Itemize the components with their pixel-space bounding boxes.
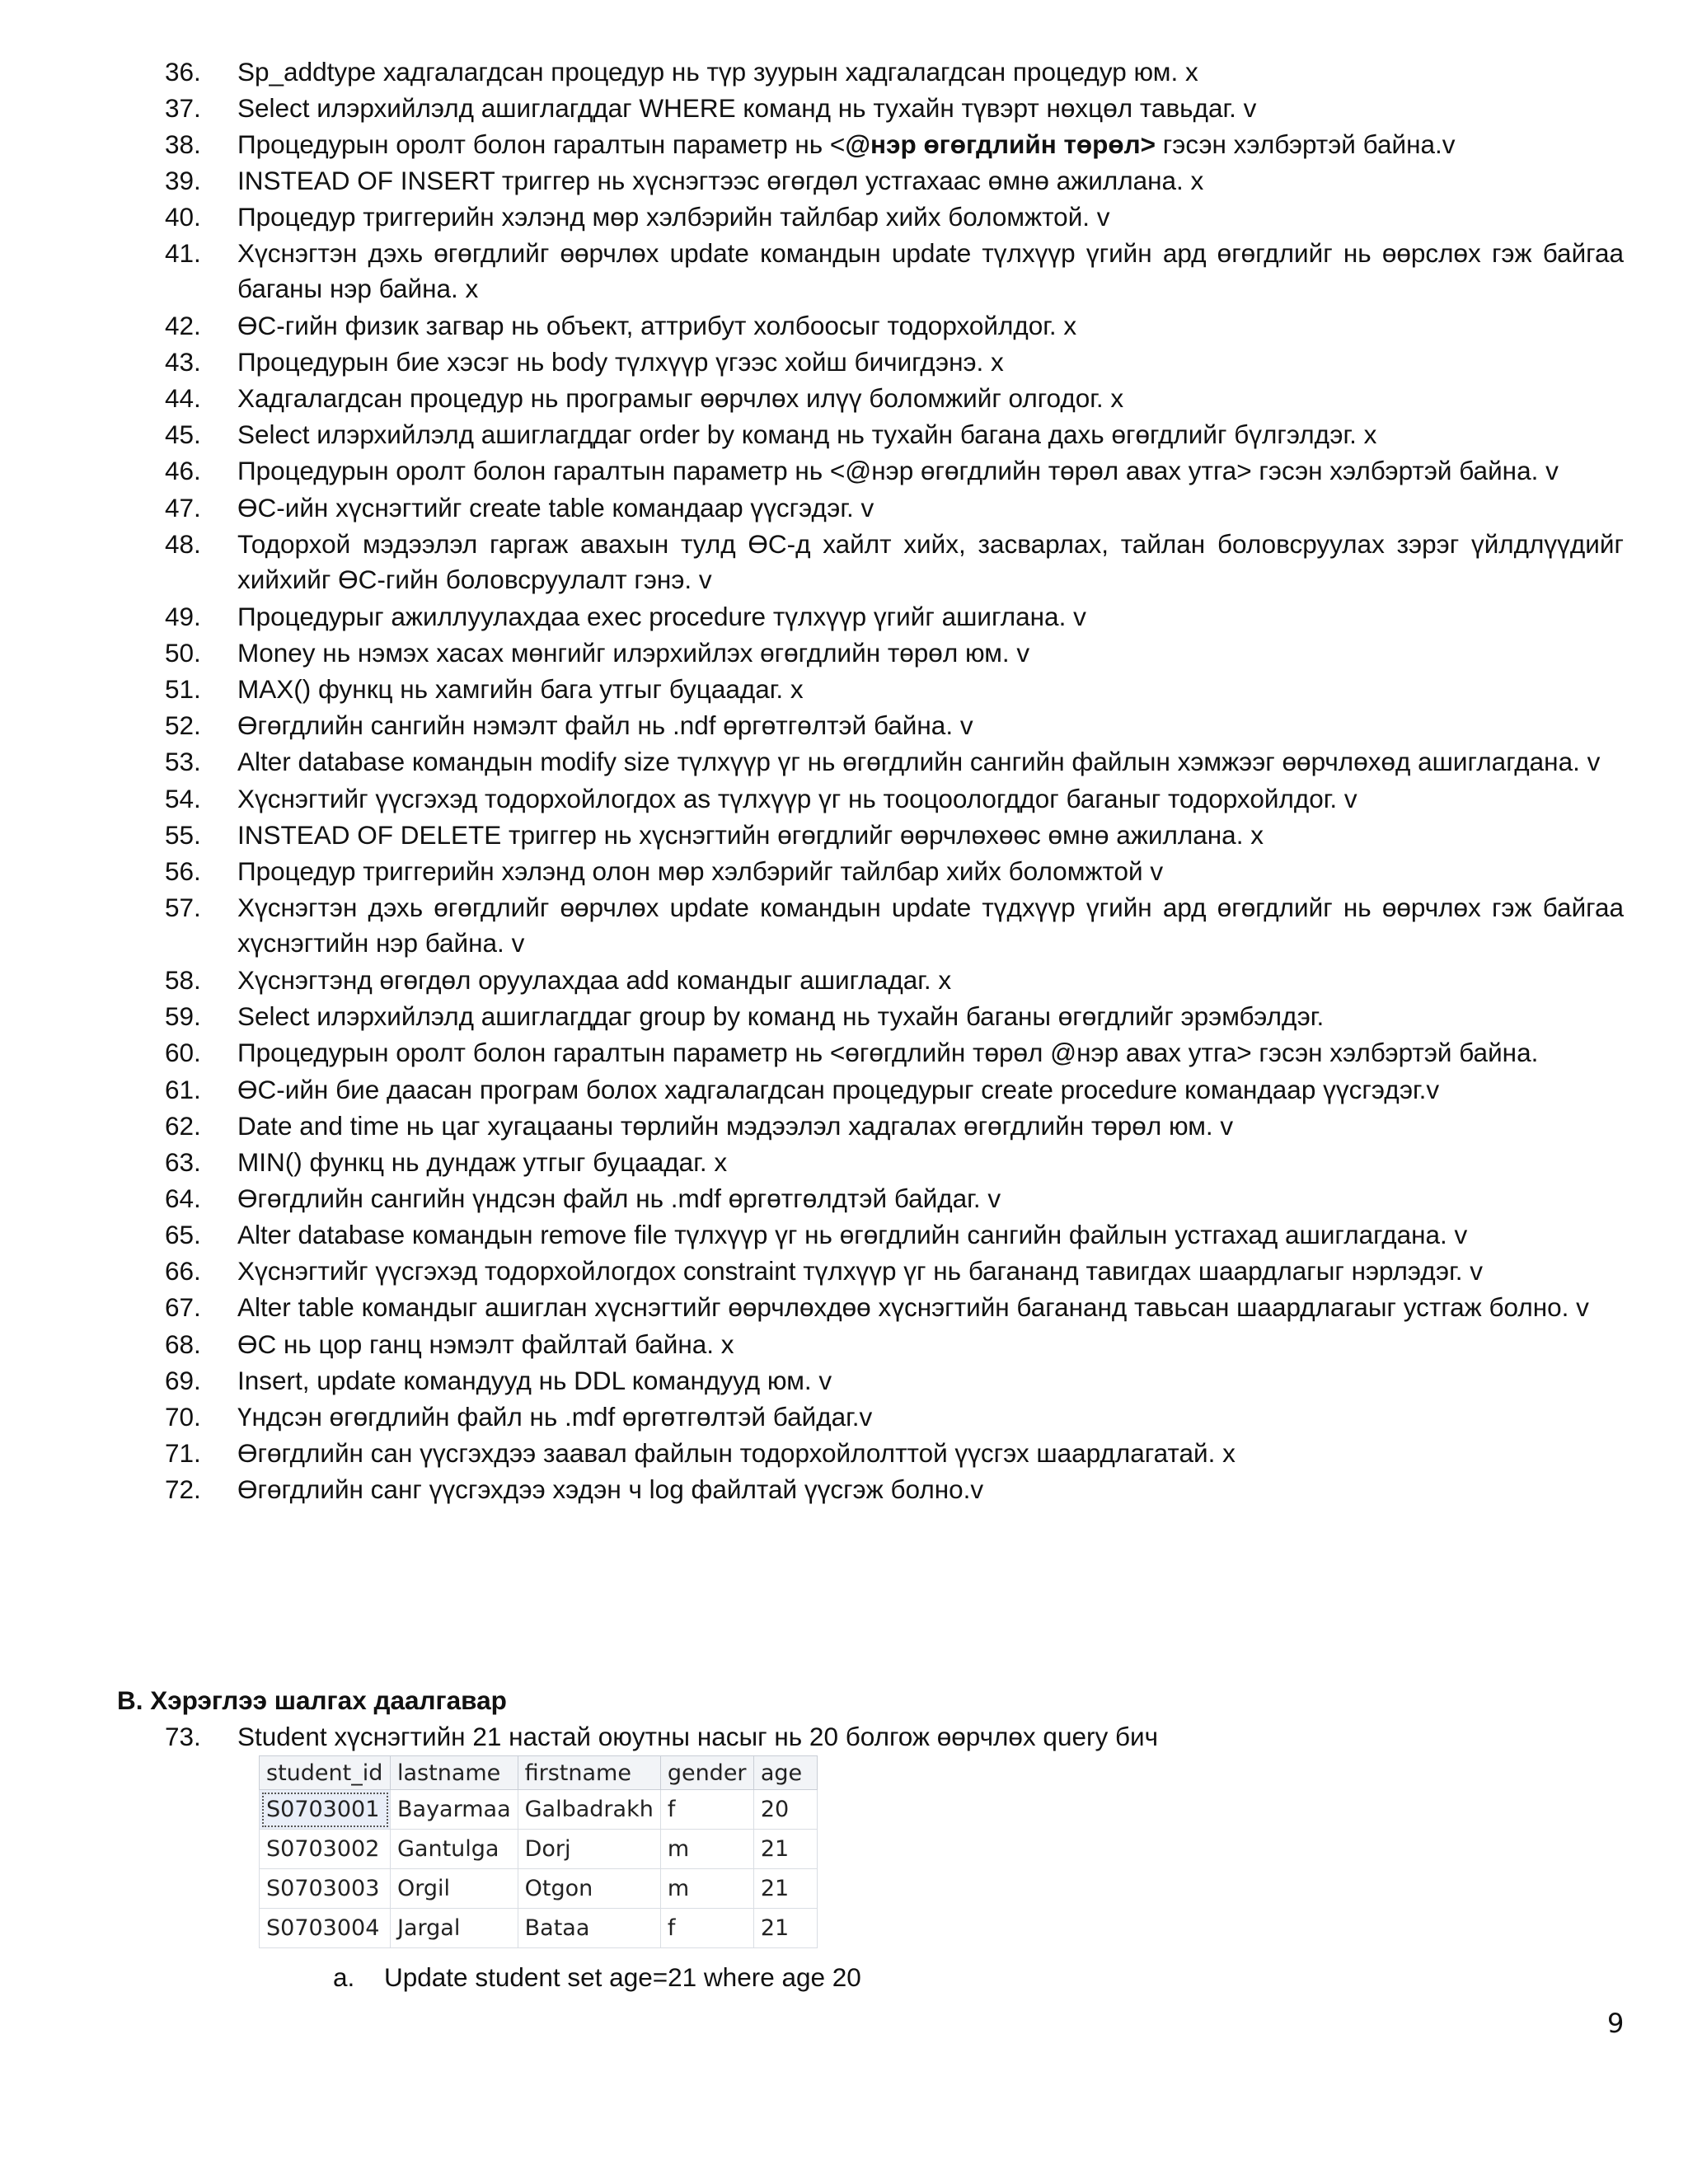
question-44 [165, 381, 1624, 416]
page-number: 9 [1607, 2008, 1625, 2039]
question-text: Date and time нь цаг хугацааны төрлийн мэдээлэл хадгалах өгөгдлийн төрөл юм. v [237, 1111, 1234, 1141]
question-number: 53. [165, 747, 201, 776]
cell-age: 20 [753, 1790, 817, 1830]
question-number: 67. [165, 1292, 201, 1322]
question-54 [165, 781, 1624, 817]
table-row [260, 1909, 818, 1948]
question-65 [165, 1217, 1624, 1253]
cell-firstname: Dorj [518, 1830, 660, 1869]
question-48 [165, 527, 1624, 598]
question-number: 57. [165, 893, 201, 922]
question-text: Өгөгдлийн сан үүсгэхдээ заавал файлын тодорхойлолттой үүсгэх шаардлагатай. x [237, 1438, 1236, 1468]
column-header-firstname: firstname [518, 1756, 660, 1790]
question-text: Alter table командыг ашиглан хүснэгтийг өөрчлөхдөө хүснэгтийн баганaнд тавьсан шаардлагаыг устгаж болно. v [237, 1292, 1589, 1322]
question-45 [165, 417, 1624, 452]
question-text: Хүснэгтэн дэхь өгөгдлийг өөрчлөх update командын update түдхүүр үгийн ард өгөгдлийг нь өөрчлөх гэж байгаа хүснэгтийн нэр байна. v [237, 893, 1624, 958]
column-header-gender: gender [660, 1756, 753, 1790]
question-number: 58. [165, 965, 201, 995]
question-49 [165, 599, 1624, 635]
question-number: 64. [165, 1183, 201, 1213]
question-number: 52. [165, 710, 201, 740]
table-row [260, 1830, 818, 1869]
section-b-heading: B. Хэрэглээ шалгах даалгавар [117, 1685, 507, 1715]
question-text: INSTEAD OF DELETE триггер нь хүснэгтийн өгөгдлийг өөрчлөхөөс өмнө ажиллана. x [237, 820, 1264, 850]
answer-option-a [333, 1960, 861, 1995]
cell-gender: m [660, 1869, 753, 1909]
question-39 [165, 163, 1624, 199]
question-number: 56. [165, 856, 201, 886]
student-table [259, 1755, 818, 1948]
question-number: 36. [165, 57, 201, 87]
question-number: 73. [165, 1722, 201, 1751]
question-number: 68. [165, 1329, 201, 1359]
question-67 [165, 1290, 1624, 1325]
question-71 [165, 1436, 1624, 1471]
question-58 [165, 963, 1624, 998]
question-text: ӨС-гийн физик загвар нь объект, аттрибут холбоосыг тодорхойлдог. x [237, 311, 1077, 340]
question-text: Insert, update командууд нь DDL командууд юм. v [237, 1366, 832, 1395]
question-number: 43. [165, 347, 201, 377]
question-text: Процедурын оролт болон гаралтын параметр нь <өгөгдлийн төрөл @нэр авах утга> гэсэн хэлбэртэй байна. [237, 1038, 1539, 1067]
question-text: Хүснэгтэнд өгөгдөл оруулахдаа add командыг ашигладаг. x [237, 965, 952, 995]
question-73 [165, 1719, 1624, 1755]
question-number: 55. [165, 820, 201, 850]
cell-student-id: S0703002 [260, 1830, 391, 1869]
cell-student-id: S0703004 [260, 1909, 391, 1948]
cell-age: 21 [753, 1909, 817, 1948]
column-header-lastname: lastname [391, 1756, 518, 1790]
question-63 [165, 1145, 1624, 1180]
question-number: 38. [165, 129, 201, 159]
cell-gender: m [660, 1830, 753, 1869]
question-47 [165, 490, 1624, 526]
question-text: Select илэрхийлэлд ашиглагддаг order by команд нь тухайн багана дахь өгөгдлийг бүлгэлдэг. x [237, 419, 1377, 449]
question-68 [165, 1327, 1624, 1362]
question-number: 69. [165, 1366, 201, 1395]
cell-student-id: S0703003 [260, 1869, 391, 1909]
table-header-row [260, 1756, 818, 1790]
question-number: 51. [165, 674, 201, 704]
question-70 [165, 1399, 1624, 1435]
question-60 [165, 1035, 1624, 1071]
question-number: 65. [165, 1220, 201, 1249]
question-text: Student хүснэгтийн 21 настай оюутны насыг нь 20 болгож өөрчлөх query бич [237, 1722, 1159, 1751]
question-66 [165, 1254, 1624, 1289]
cell-gender: f [660, 1790, 753, 1830]
cell-firstname: Galbadrakh [518, 1790, 660, 1830]
question-text: Alter database командын remove file түлхүүр үг нь өгөгдлийн сангийн файлын устгахад ашиглагдана. v [237, 1220, 1468, 1249]
question-43 [165, 344, 1624, 380]
question-text: Өгөгдлийн сангийн нэмэлт файл нь .ndf өргөтгөлтэй байна. v [237, 710, 973, 740]
question-57 [165, 890, 1624, 961]
question-number: 70. [165, 1402, 201, 1432]
question-41 [165, 236, 1624, 307]
question-37 [165, 91, 1624, 126]
student-table-screenshot [259, 1755, 818, 1948]
question-number: 66. [165, 1256, 201, 1286]
column-header-student-id: student_id [260, 1756, 391, 1790]
cell-gender: f [660, 1909, 753, 1948]
question-text [237, 127, 1624, 162]
question-number: 48. [165, 529, 201, 559]
question-text: Процедурыг ажиллуулахдаа exec procedure түлхүүр үгийг ашиглана. v [237, 602, 1086, 631]
question-number: 49. [165, 602, 201, 631]
question-text: Sp_addtype хадгалагдсан процедур нь түр зуурын хадгалагдсан процедур юм. x [237, 57, 1198, 87]
question-56 [165, 854, 1624, 889]
question-text: ӨС-ийн бие даасан програм болох хадгалагдсан процедурыг create procedure командаар үүсгэдэг.v [237, 1075, 1440, 1104]
question-text: Select илэрхийлэлд ашиглагддаг group by команд нь тухайн баганы өгөгдлийг эрэмбэлдэг. [237, 1001, 1325, 1031]
question-text-bold: @нэр өгөгдлийн төрөл> [845, 129, 1156, 159]
question-46 [165, 453, 1624, 489]
question-text: Өгөгдлийн санг үүсгэхдээ хэдэн ч log файлтай үүсгэж болно.v [237, 1474, 984, 1504]
question-number: 40. [165, 202, 201, 232]
question-72 [165, 1472, 1624, 1507]
cell-firstname: Bataa [518, 1909, 660, 1948]
question-55 [165, 818, 1624, 853]
question-number: 39. [165, 166, 201, 195]
cell-age: 21 [753, 1869, 817, 1909]
question-text: Select илэрхийлэлд ашиглагддаг WHERE команд нь тухайн түвэрт нөхцөл тавьдаг. v [237, 93, 1257, 123]
column-header-age: age [753, 1756, 817, 1790]
question-number: 42. [165, 311, 201, 340]
question-38 [165, 127, 1624, 162]
question-text: Процедурын оролт болон гаралтын параметр нь <@нэр өгөгдлийн төрөл авах утга> гэсэн хэлбэртэй байна. v [237, 456, 1559, 485]
answer-label: a. [333, 1962, 355, 1992]
question-text: ӨС-ийн хүснэгтийг create table командаар үүсгэдэг. v [237, 493, 874, 523]
cell-age: 21 [753, 1830, 817, 1869]
question-text: Процедур триггерийн хэлэнд олон мөр хэлбэрийг тайлбар хийх боломжтой v [237, 856, 1164, 886]
question-number: 59. [165, 1001, 201, 1031]
cell-lastname: Bayarmaa [391, 1790, 518, 1830]
question-text: MIN() функц нь дундаж утгыг буцаадаг. x [237, 1147, 728, 1177]
question-text: Хүснэгтэн дэхь өгөгдлийг өөрчлөх update командын update түлхүүр үгийн ард өгөгдлийг нь өөрслөх гэж байгаа баганы нэр байна. x [237, 238, 1624, 303]
true-false-question-list [165, 54, 1624, 1508]
question-text: ӨС нь цор ганц нэмэлт файлтай байна. x [237, 1329, 734, 1359]
question-text: Хадгалагдсан процедур нь програмыг өөрчлөх илүү боломжийг олгодог. x [237, 383, 1124, 413]
cell-lastname: Orgil [391, 1869, 518, 1909]
question-text: Өгөгдлийн сангийн үндсэн файл нь .mdf өргөтгөлдтэй байдаг. v [237, 1183, 1001, 1213]
question-number: 50. [165, 638, 201, 668]
question-62 [165, 1108, 1624, 1144]
question-number: 46. [165, 456, 201, 485]
question-text: Хүснэгтийг үүсгэхэд тодорхойлогдох as түлхүүр үг нь тооцоологддог баганыг тодорхойлдог. v [237, 784, 1357, 813]
question-number: 41. [165, 238, 201, 268]
question-52 [165, 708, 1624, 743]
question-text: Money нь нэмэх хасах мөнгийг илэрхийлэх өгөгдлийн төрөл юм. v [237, 638, 1030, 668]
answer-text: Update student set age=21 where age 20 [384, 1962, 861, 1992]
question-text: MAX() функц нь хамгийн бага утгыг буцаадаг. x [237, 674, 804, 704]
cell-firstname: Otgon [518, 1869, 660, 1909]
question-40 [165, 199, 1624, 235]
question-36 [165, 54, 1624, 90]
question-number: 45. [165, 419, 201, 449]
question-42 [165, 308, 1624, 344]
question-51 [165, 672, 1624, 707]
question-61 [165, 1072, 1624, 1108]
question-53 [165, 744, 1624, 780]
question-64 [165, 1181, 1624, 1216]
question-59 [165, 999, 1624, 1034]
question-50 [165, 635, 1624, 671]
question-number: 44. [165, 383, 201, 413]
question-text: Хүснэгтийг үүсгэхэд тодорхойлогдох constraint түлхүүр үг нь баганaнд тавигдах шаардлагыг нэрлэдэг. v [237, 1256, 1483, 1286]
question-number: 47. [165, 493, 201, 523]
table-row [260, 1869, 818, 1909]
question-number: 72. [165, 1474, 201, 1504]
question-text: Тодорхой мэдээлэл гаргаж авахын тулд ӨС-д хайлт хийх, засварлах, тайлан боловсруулах зэрэг үйлдлүүдийг хийхийг ӨС-гийн боловсруулалт гэнэ. v [237, 529, 1624, 594]
question-number: 71. [165, 1438, 201, 1468]
cell-student-id: S0703001 [260, 1790, 391, 1830]
question-number: 37. [165, 93, 201, 123]
question-text: Процедурын бие хэсэг нь body түлхүүр үгээс хойш бичигдэнэ. x [237, 347, 1004, 377]
table-row [260, 1790, 818, 1830]
question-69 [165, 1363, 1624, 1399]
question-number: 61. [165, 1075, 201, 1104]
question-text-post: гэсэн хэлбэртэй байна.v [1156, 129, 1456, 159]
question-text: Alter database командын modify size түлхүүр үг нь өгөгдлийн сангийн файлын хэмжээг өөрчлөхөд ашиглагдана. v [237, 747, 1601, 776]
question-number: 63. [165, 1147, 201, 1177]
question-text: INSTEAD OF INSERT триггер нь хүснэгтээс өгөгдөл устгахаас өмнө ажиллана. x [237, 166, 1204, 195]
question-number: 62. [165, 1111, 201, 1141]
question-text: Процедур триггерийн хэлэнд мөр хэлбэрийн тайлбар хийх боломжтой. v [237, 202, 1110, 232]
question-number: 54. [165, 784, 201, 813]
question-number: 60. [165, 1038, 201, 1067]
cell-lastname: Gantulga [391, 1830, 518, 1869]
question-text-pre: Процедурын оролт болон гаралтын параметр нь < [237, 129, 846, 159]
cell-lastname: Jargal [391, 1909, 518, 1948]
question-text: Үндсэн өгөгдлийн файл нь .mdf өргөтгөлтэй байдаг.v [237, 1402, 873, 1432]
